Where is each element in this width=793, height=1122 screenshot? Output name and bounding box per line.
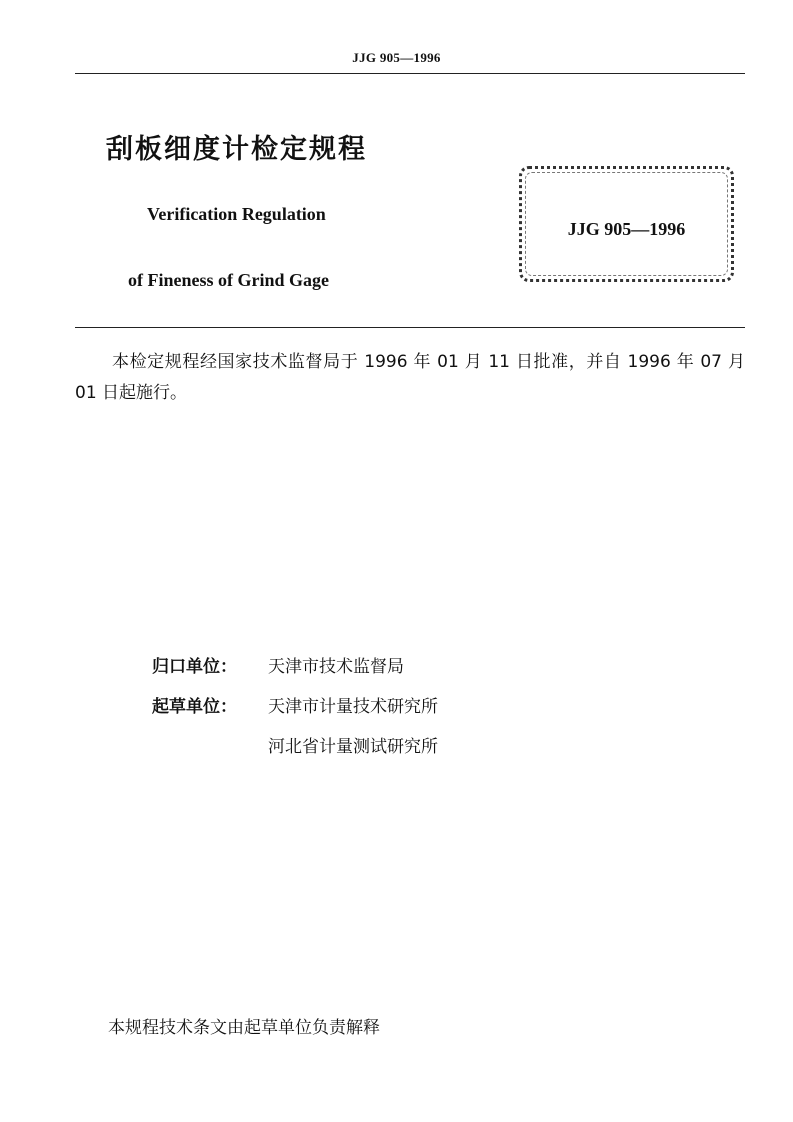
drafting-unit-value-2: 河北省计量测试研究所 bbox=[268, 737, 438, 757]
title-english-line1: Verification Regulation bbox=[147, 204, 326, 224]
header-divider bbox=[75, 73, 745, 74]
title-english-line2: of Fineness of Grind Gage bbox=[128, 270, 329, 290]
drafting-unit-label: 起草单位： bbox=[152, 697, 237, 717]
approval-statement: 本检定规程经国家技术监督局于 1996 年 01 月 11 日批准，并自 1996 年 07 月 01 日起施行。 bbox=[75, 352, 745, 403]
title-chinese: 刮板细度计检定规程 bbox=[106, 134, 367, 165]
responsible-unit-label: 归口单位： bbox=[152, 657, 237, 677]
drafting-unit-row bbox=[152, 692, 438, 717]
drafting-unit-row-2 bbox=[152, 732, 438, 757]
running-header-code: JJG 905—1996 bbox=[352, 50, 441, 65]
title-divider bbox=[75, 327, 745, 328]
standard-code: JJG 905—1996 bbox=[567, 219, 686, 239]
standard-code-frame bbox=[519, 166, 734, 282]
responsible-unit-row bbox=[152, 652, 404, 677]
drafting-unit-value-1: 天津市计量技术研究所 bbox=[268, 697, 438, 717]
interpretation-note: 本规程技术条文由起草单位负责解释 bbox=[108, 1018, 380, 1038]
responsible-unit-value: 天津市技术监督局 bbox=[268, 657, 404, 677]
